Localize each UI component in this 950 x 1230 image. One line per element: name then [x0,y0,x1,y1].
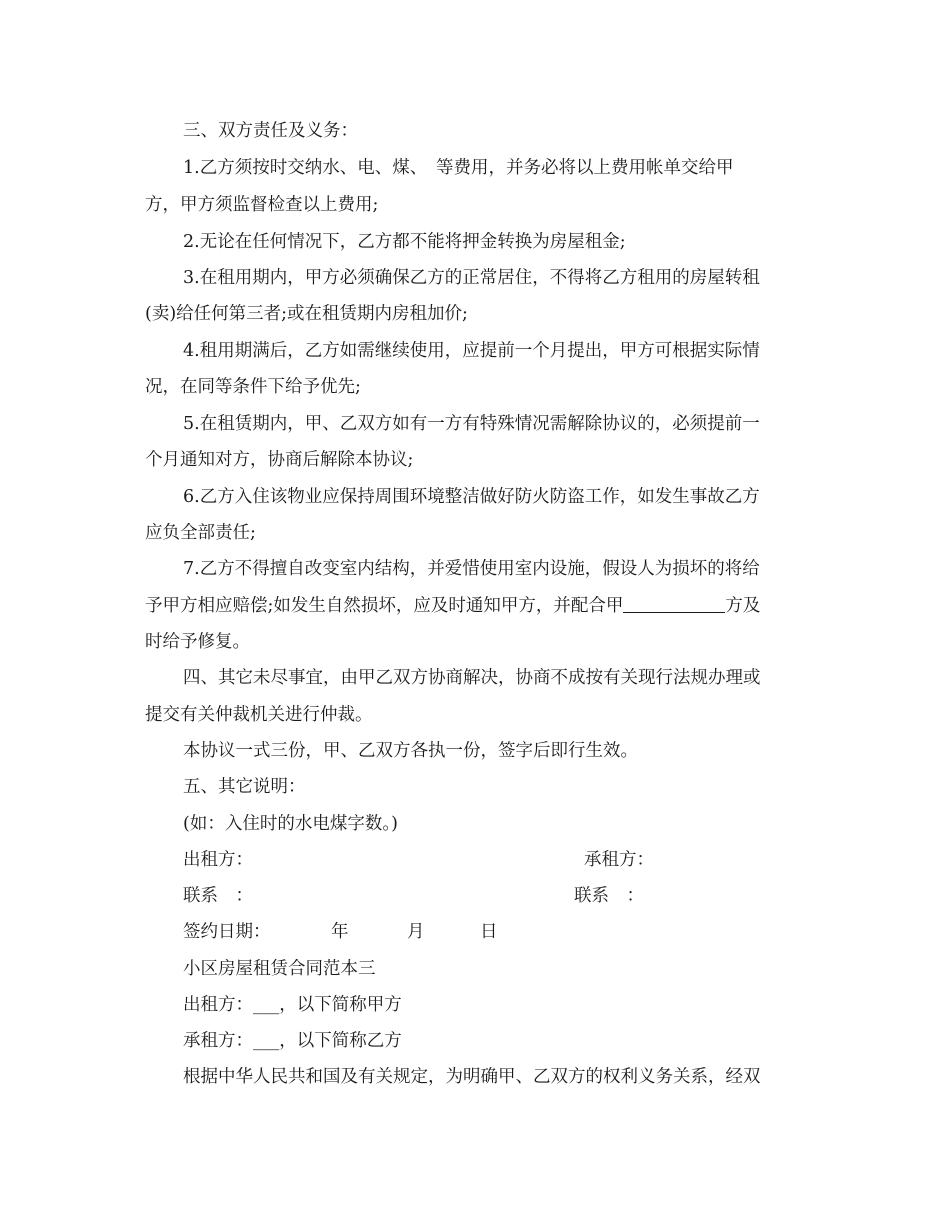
item1-line1: 1.乙方须按时交纳水、电、煤、 等费用，并务必将以上费用帐单交给甲 [183,158,734,178]
signing-date-label: 签约日期： [183,922,271,942]
contact-left-label: 联系 ： [183,886,253,906]
next-contract-title: 小区房屋租赁合同范本三 [183,959,376,979]
next-intro-line: 根据中华人民共和国及有关规定，为明确甲、乙双方的权利义务关系，经双 [183,1067,761,1087]
lessor-label: 出租方： [183,850,253,870]
next-lessee-line: 承租方：___，以下简称乙方 [183,1031,402,1051]
item7-line1: 7.乙方不得擅自改变室内结构，并爱惜使用室内设施，假设人为损坏的将给 [183,559,760,579]
item4-line1: 4.租用期满后，乙方如需继续使用，应提前一个月提出，甲方可根据实际情 [183,341,760,361]
item3-line1: 3.在租用期内，甲方必须确保乙方的正常居住，不得将乙方租用的房屋转租 [183,268,760,288]
item2-line1: 2.无论在任何情况下，乙方都不能将押金转换为房屋租金; [183,232,626,252]
item7-line2 [145,594,760,618]
date-month: 月 [407,922,425,942]
contact-right-label: 联系 ： [574,886,644,906]
section3-heading: 三、双方责任及义务： [183,121,358,141]
next-lessor-line: 出租方：___，以下简称甲方 [183,995,402,1015]
item7-line2-text: 予甲方相应赔偿;如发生自然损坏，应及时通知甲方，并配合甲 [145,596,624,616]
fill-in-blank[interactable] [623,594,725,613]
item5-line1: 5.在租赁期内，甲、乙双方如有一方有特殊情况需解除协议的，必须提前一 [183,414,760,434]
item3-line2: (卖)给任何第三者;或在租赁期内房租加价; [145,304,468,324]
date-day: 日 [480,922,498,942]
item7-line2-tail: 方及 [725,596,761,616]
copies-clause: 本协议一式三份，甲、乙双方各执一份，签字后即行生效。 [183,741,638,761]
date-year: 年 [331,922,349,942]
item1-line2: 方，甲方须监督检查以上费用; [145,195,379,215]
item6-line2: 应负全部责任; [145,523,256,543]
section4-line2: 提交有关仲裁机关进行仲裁。 [145,705,373,725]
item7-line3: 时给予修复。 [145,632,250,652]
section5-note: (如：入住时的水电煤字数。) [183,814,398,834]
item6-line1: 6.乙方入住该物业应保持周围环境整洁做好防火防盗工作，如发生事故乙方 [183,487,760,507]
item5-line2: 个月通知对方，协商后解除本协议; [145,450,414,470]
item4-line2: 况，在同等条件下给予优先; [145,377,361,397]
section4-line1: 四、其它未尽事宜，由甲乙双方协商解决，协商不成按有关现行法规办理或 [183,668,761,688]
lessee-label: 承租方： [584,850,654,870]
section5-heading: 五、其它说明： [183,777,306,797]
